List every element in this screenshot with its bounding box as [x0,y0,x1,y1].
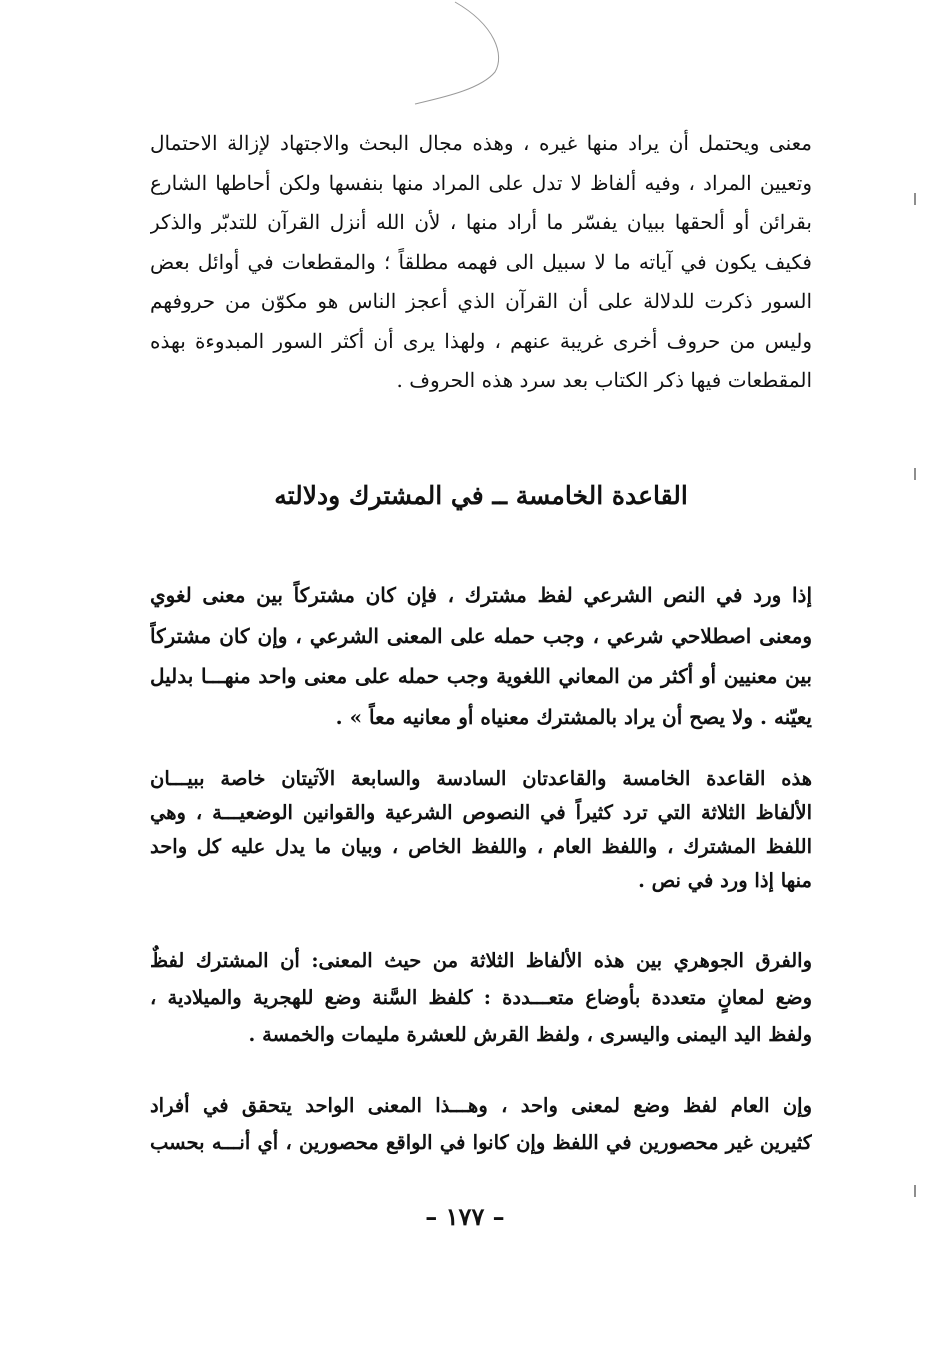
text-line: ومعنى اصطلاحي شرعي ، وجب حمله على المعنى الشرعي ، وإن كان مشتركاً [150,623,812,648]
text-line: وليس من حروف أخرى غريبة عنهم ، ولهذا يرى أن أكثر السور المبدوءة بهذه [150,328,812,353]
text-line: وتعيين المراد ، وفيه ألفاظ لا تدل على المراد منها بنفسها ولكن أحاطها الشارع [150,170,812,195]
scan-artifact-curve [400,0,510,110]
rule-statement [150,575,812,737]
intro-paragraph [150,124,812,401]
text-line: كثيرين غير محصورين في اللفظ وإن كانوا في الواقع محصورين ، أي أنـــه بحسب [150,1131,812,1154]
page-number: – ١٧٧ – [425,1202,505,1231]
text-line: هذه القاعدة الخامسة والقاعدتان السادسة والسابعة الآتيتان خاصة ببيـــان [150,767,812,790]
text-line: فكيف يكون في آياته ما لا سبيل الى فهمه مطلقاً ؛ والمقطعات في أوائل بعض [150,249,812,274]
text-line: ولفظ اليد اليمنى واليسرى ، ولفظ القرش للعشرة مليمات والخمسة . [248,1023,812,1046]
text-line: المقطعات فيها ذكر الكتاب بعد سرد هذه الحروف . [396,368,812,392]
text-line: بين معنيين أو أكثر من المعاني اللغوية وجب حمله على معنى واحد منهـــا بدليل [150,664,812,688]
text-line: منها إذا ورد في نص . [638,869,812,892]
text-line: معنى ويحتمل أن يراد منها غيره ، وهذه مجال البحث والاجتهاد لإزالة الاحتمال [150,131,812,155]
text-line: السور ذكرت للدلالة على أن القرآن الذي أعجز الناس هو مكوّن من حروفهم [150,289,812,313]
text-line: الألفاظ الثلاثة التي ترد كثيراً في النصوص الشرعية والقوانين الوضعيـــة ، وهي [150,801,812,824]
scan-mark [912,1182,918,1194]
general-term-paragraph [150,1087,812,1161]
text-line: والفرق الجوهري بين هذه الألفاظ الثلاثة من حيث المعنى: أن المشترك لفظٌ [150,949,812,972]
text-line: يعيّنه . ولا يصح أن يراد بالمشترك معنياه أو معانيه معاً » . [335,704,812,729]
text-line: إذا ورد في النص الشرعي لفظ مشترك ، فإن كان مشتركاً بين معنى لغوي [150,583,812,607]
scan-mark [912,465,918,477]
text-line: وإن العام لفظ وضع لمعنى واحد ، وهـــذا المعنى الواحد يتحقق في أفراد [150,1094,812,1117]
explanation-paragraph [150,762,812,898]
text-line: اللفظ المشترك ، واللفظ العام ، واللفظ الخاص ، وبيان ما يدل عليه كل واحد [150,835,812,858]
section-heading: القاعدة الخامسة ــ في المشترك ودلالته [274,481,688,510]
difference-paragraph [150,942,812,1053]
text-line: وضع لمعانٍ متعددة بأوضاع متعـــددة : كلفظ السَّنة وضع للهجرية والميلادية ، [150,986,812,1009]
text-line: بقرائن أو ألحقها ببيان يفسّر ما أراد منها ، لأن الله أنزل القرآن للتدبّر والذكر [150,210,812,234]
scan-mark [912,190,918,202]
